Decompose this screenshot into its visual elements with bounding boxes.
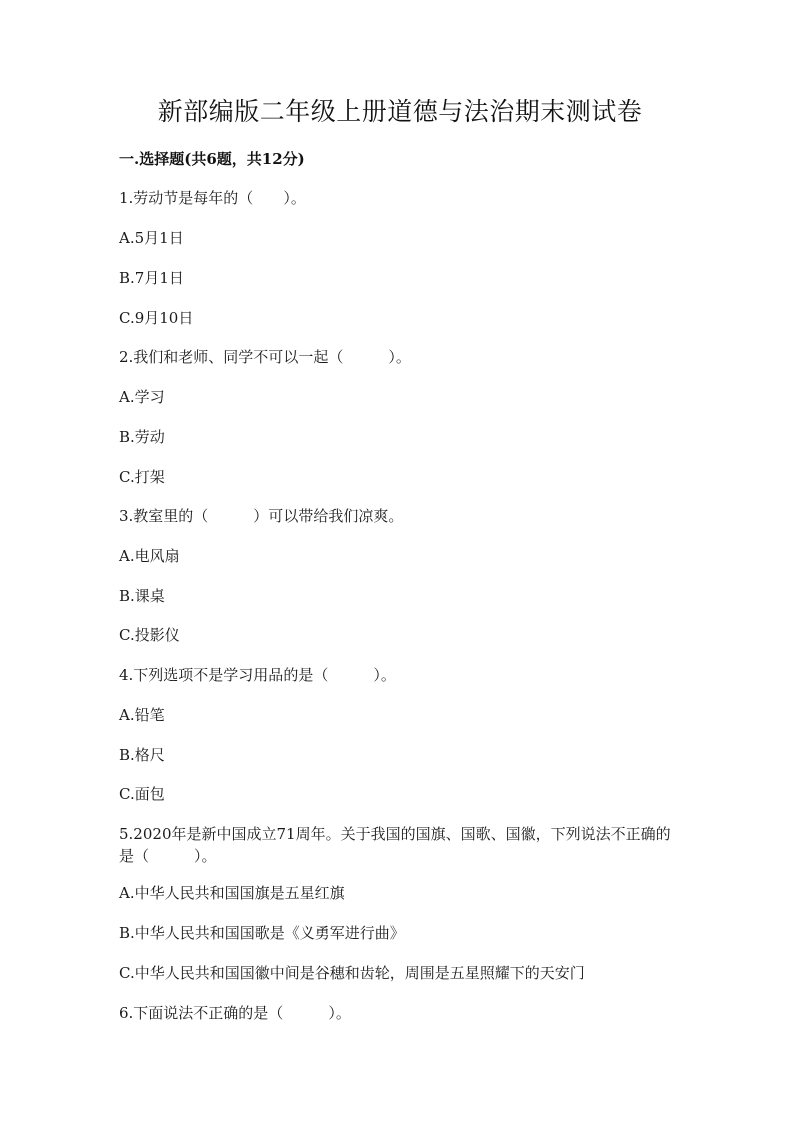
option-a: A.铅笔	[119, 706, 165, 724]
option-b: B.7月1日	[119, 269, 184, 287]
option-b: B.劳动	[119, 428, 165, 446]
question-stem: 2.我们和老师、同学不可以一起（ ）。	[119, 348, 411, 366]
option-a: A.中华人民共和国国旗是五星红旗	[119, 884, 345, 902]
question-stem: 1.劳动节是每年的（ ）。	[119, 189, 306, 207]
option-c: C.中华人民共和国国徽中间是谷穗和齿轮，周围是五星照耀下的天安门	[119, 964, 585, 982]
option-b: B.格尺	[119, 746, 165, 764]
option-c: C.打架	[119, 468, 165, 486]
section-heading: 一.选择题(共6题，共12分)	[119, 150, 305, 168]
option-a: A.学习	[119, 388, 165, 406]
option-b: B.课桌	[119, 587, 165, 605]
question-stem: 3.教室里的（ ）可以带给我们凉爽。	[119, 507, 404, 525]
question-stem: 6.下面说法不正确的是（ ）。	[119, 1004, 351, 1022]
option-b: B.中华人民共和国国歌是《义勇军进行曲》	[119, 924, 405, 942]
option-c: C.投影仪	[119, 626, 180, 644]
option-a: A.5月1日	[119, 229, 184, 247]
question-stem: 5.2020年是新中国成立71周年。关于我国的国旗、国歌、国徽，下列说法不正确的是（ ）。	[119, 825, 671, 865]
option-c: C.面包	[119, 785, 165, 803]
option-c: C.9月10日	[119, 309, 194, 327]
page-title: 新部编版二年级上册道德与法治期末测试卷	[157, 97, 643, 126]
question-stem: 4.下列选项不是学习用品的是（ ）。	[119, 666, 396, 684]
option-a: A.电风扇	[119, 547, 180, 565]
